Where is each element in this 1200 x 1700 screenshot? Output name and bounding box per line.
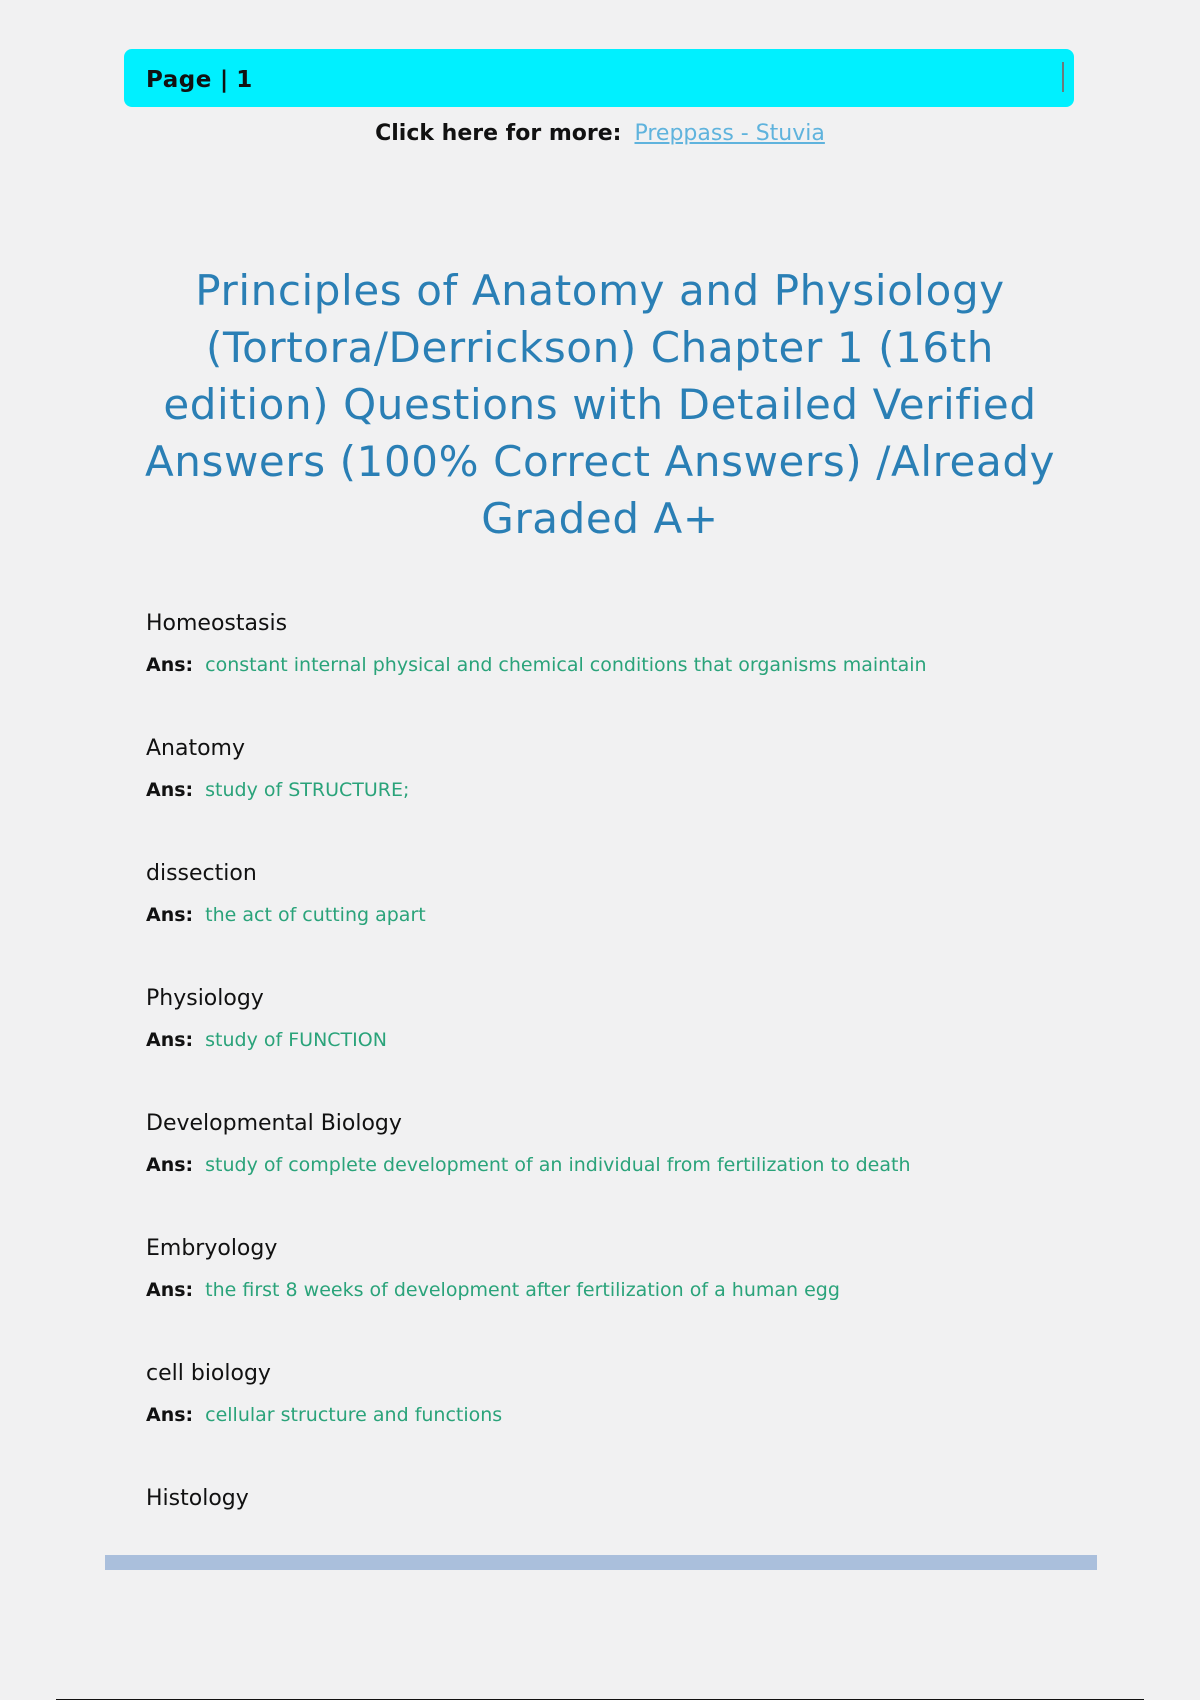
qa-item bbox=[146, 1231, 1106, 1356]
answer-label: Ans: bbox=[146, 904, 194, 926]
text-cursor-mark bbox=[1062, 62, 1064, 92]
more-label: Click here for more: bbox=[375, 121, 622, 146]
answer-label: Ans: bbox=[146, 1279, 194, 1301]
answer-row bbox=[146, 1152, 1106, 1178]
answer-text: study of STRUCTURE; bbox=[205, 779, 410, 801]
term: dissection bbox=[146, 861, 257, 886]
qa-item bbox=[146, 856, 1106, 981]
answer-text: the act of cutting apart bbox=[205, 904, 426, 926]
term: Anatomy bbox=[146, 736, 246, 761]
question-answer-list bbox=[146, 606, 1106, 1606]
term: Physiology bbox=[146, 986, 264, 1011]
term: Homeostasis bbox=[146, 611, 288, 636]
answer-label: Ans: bbox=[146, 779, 194, 801]
page-label: Page bbox=[146, 67, 212, 93]
page-number: 1 bbox=[236, 67, 253, 93]
term: Embryology bbox=[146, 1236, 278, 1261]
answer-text: constant internal physical and chemical conditions that organisms maintain bbox=[205, 654, 927, 676]
answer-row bbox=[146, 902, 1106, 928]
qa-item bbox=[146, 606, 1106, 731]
footer-divider-bar bbox=[105, 1555, 1097, 1570]
answer-label: Ans: bbox=[146, 1404, 194, 1426]
answer-label: Ans: bbox=[146, 1029, 194, 1051]
answer-row bbox=[146, 652, 1106, 678]
answer-text: study of FUNCTION bbox=[205, 1029, 387, 1051]
answer-row bbox=[146, 777, 1106, 803]
page-separator: | bbox=[219, 67, 229, 93]
answer-row bbox=[146, 1402, 1106, 1428]
preppass-stuvia-link[interactable]: Preppass - Stuvia bbox=[634, 121, 825, 146]
qa-item bbox=[146, 981, 1106, 1106]
term: Developmental Biology bbox=[146, 1111, 402, 1136]
answer-text: cellular structure and functions bbox=[205, 1404, 503, 1426]
answer-label: Ans: bbox=[146, 1154, 194, 1176]
more-link-line bbox=[0, 121, 1200, 146]
answer-row bbox=[146, 1027, 1106, 1053]
term: Histology bbox=[146, 1486, 249, 1511]
document-title: Principles of Anatomy and Physiology (Tortora/Derrickson) Chapter 1 (16th edition) Questions with Detailed Verified Answers (100% Correct Answers) /Already Graded A+ bbox=[144, 266, 1056, 543]
qa-item bbox=[146, 1481, 1106, 1606]
term: cell biology bbox=[146, 1361, 271, 1386]
qa-item bbox=[146, 1356, 1106, 1481]
answer-text: the first 8 weeks of development after fertilization of a human egg bbox=[205, 1279, 840, 1301]
page-header-banner bbox=[124, 49, 1074, 107]
answer-label: Ans: bbox=[146, 654, 194, 676]
answer-row bbox=[146, 1277, 1106, 1303]
qa-item bbox=[146, 731, 1106, 856]
answer-text: study of complete development of an individual from fertilization to death bbox=[205, 1154, 911, 1176]
qa-item bbox=[146, 1106, 1106, 1231]
